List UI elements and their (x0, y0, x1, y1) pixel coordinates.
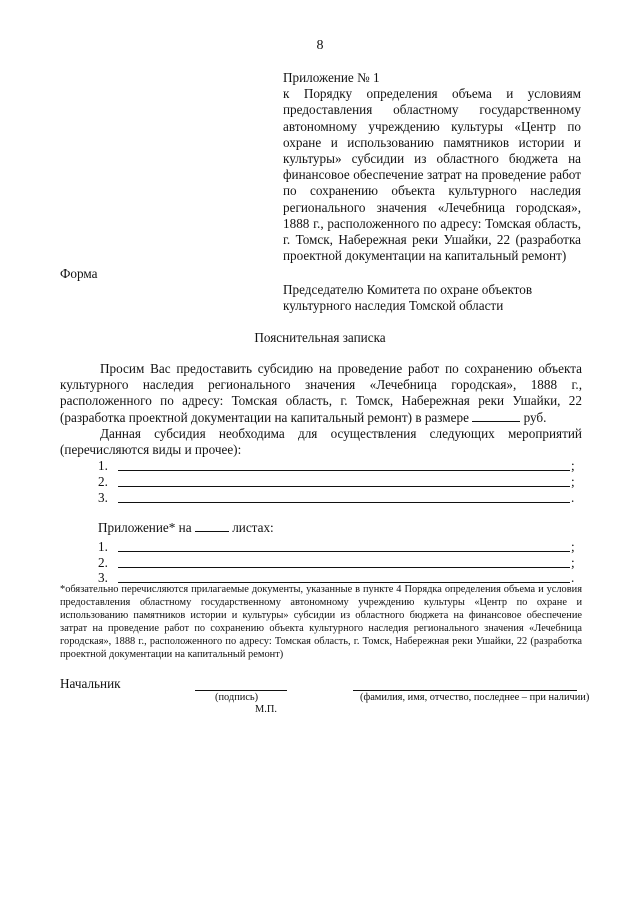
footnote: *обязательно перечисляются прилагаемые документы, указанные в пункте 4 Порядка определения объема и условия предоставления областному государственному автономному учреждению культуры «Центр по охране и использованию памятников истории и культуры» субсидии из областного бюджета на финансовое обеспечение затрат на проведение работ по сохранению объекта культурного наследия регионального значения «Лечебница городская», 1888 г., расположенного по адресу: Томская область, г. Томск, Набережная реки Ушайки, 22 (разработка проектной документации на капитальный ремонт) (60, 584, 582, 661)
stamp-place: М.П. (255, 704, 277, 715)
form-label: Форма (60, 266, 98, 281)
page-number: 8 (316, 38, 324, 53)
attachment-line (98, 520, 274, 536)
request-paragraph (60, 361, 582, 426)
attachment-line-blank[interactable] (118, 567, 570, 568)
measure-line[interactable] (118, 502, 570, 503)
attachment-item-1[interactable]: 1. ; (98, 539, 575, 554)
name-caption: (фамилия, имя, отчество, последнее – при наличии) (360, 692, 590, 703)
attachment-sheets: листах: (232, 520, 274, 535)
measure-item-3[interactable]: 3. . (98, 490, 575, 505)
appendix-text: к Порядку определения объема и условиям предоставления областному государственному автономному учреждению культуры «Центр по охране и использованию памятников истории и культуры» субсидии из областного бюджета на финансовое обеспечение затрат на проведение работ по сохранению объекта культурного наследия регионального значения «Лечебница городская», 1888 г., расположенного по адресу: Томская область, г. Томск, Набережная реки Ушайки, 22 (разработка проектной документации на капитальный ремонт) (283, 86, 581, 264)
request-text: Просим Вас предоставить субсидию на проведение работ по сохранению объекта культурного наследия регионального значения «Лечебница городская», 1888 г., расположенного по адресу: Томская область, г. Томск, Набережная реки Ушайки, 22 (разработка проектной документации на капитальный ремонт) в размере (60, 361, 582, 425)
appendix-block (283, 70, 581, 264)
measure-line[interactable] (118, 486, 570, 487)
measures-paragraph: Данная субсидия необходима для осуществления следующих мероприятий (перечисляются виды и прочее): (60, 425, 582, 458)
appendix-heading: Приложение № 1 (283, 70, 380, 85)
signature-caption: (подпись) (215, 692, 259, 703)
attachment-label: Приложение* на (98, 520, 192, 535)
measure-item-2[interactable]: 2. ; (98, 474, 575, 489)
signatory-position: Начальник (60, 676, 121, 691)
note-body (60, 361, 582, 458)
attachment-item-2[interactable]: 2. ; (98, 555, 575, 570)
attachment-item-3[interactable]: 3. . (98, 570, 575, 585)
addressee: Председателю Комитета по охране объектов культурного наследия Томской области (283, 282, 533, 314)
sheets-count-blank[interactable] (195, 520, 229, 532)
currency-label: руб. (523, 409, 547, 425)
note-title: Пояснительная записка (254, 330, 386, 345)
attachment-line-blank[interactable] (118, 551, 570, 552)
measure-item-1[interactable]: 1. ; (98, 458, 575, 473)
amount-blank[interactable] (472, 410, 520, 422)
signature-line[interactable] (195, 690, 287, 691)
measure-line[interactable] (118, 470, 570, 471)
name-line[interactable] (353, 690, 577, 691)
